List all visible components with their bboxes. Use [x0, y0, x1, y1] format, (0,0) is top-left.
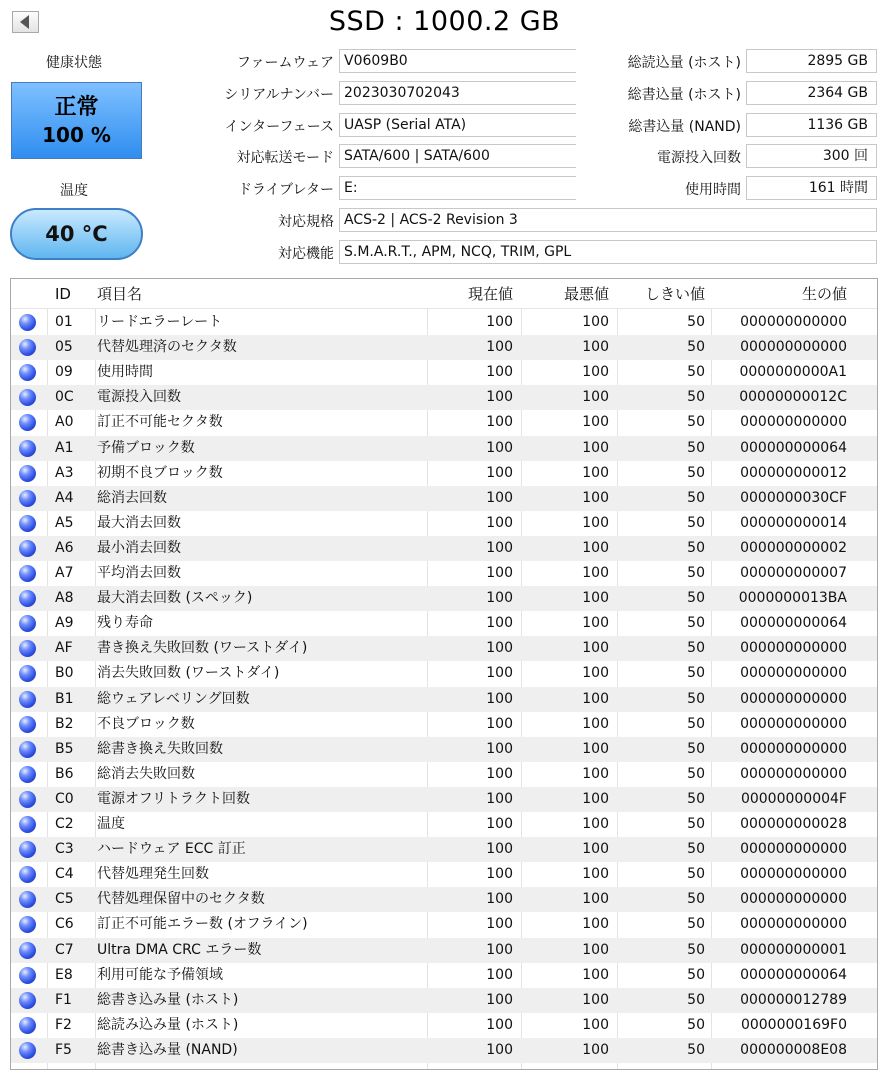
attribute-raw: 0000000030CF [740, 489, 847, 506]
table-row[interactable] [11, 410, 877, 435]
power-on-hours-value: 161 時間 [746, 176, 877, 200]
status-ball-icon [19, 615, 36, 632]
attribute-id: 05 [55, 339, 73, 356]
attribute-raw: 000000000000 [740, 314, 847, 330]
attribute-current: 100 [486, 1041, 513, 1058]
attribute-raw: 000000000007 [740, 565, 847, 581]
status-ball-icon [19, 967, 36, 984]
attribute-name: 代替処理済のセクタ数 [97, 339, 237, 356]
attribute-worst: 100 [582, 464, 609, 481]
attribute-id: 09 [55, 364, 73, 381]
power-on-count-label: 電源投入回数 [657, 150, 741, 166]
attribute-threshold: 50 [687, 966, 705, 983]
attribute-raw: 000000000000 [740, 339, 847, 356]
attribute-threshold: 50 [687, 816, 705, 832]
interface-value: UASP (Serial ATA) [339, 113, 576, 137]
attribute-threshold: 50 [687, 339, 705, 356]
status-ball-icon [19, 389, 36, 406]
power-on-count-value: 300 回 [746, 144, 877, 168]
attribute-name: 最大消去回数 [97, 514, 181, 531]
temperature-badge[interactable]: 40 °C [10, 208, 143, 260]
attribute-name: 総消去失敗回数 [97, 765, 195, 782]
attribute-current: 100 [486, 740, 513, 757]
attribute-id: E8 [55, 966, 73, 983]
attribute-current: 100 [486, 841, 513, 858]
attribute-threshold: 50 [687, 866, 705, 883]
attribute-name: 電源投入回数 [97, 389, 181, 406]
table-row[interactable] [11, 436, 877, 461]
attribute-worst: 100 [582, 389, 609, 406]
attribute-current: 100 [486, 565, 513, 581]
attribute-current: 100 [486, 489, 513, 506]
column-header-raw[interactable]: 生の値 [801, 285, 847, 303]
attribute-raw: 000000000000 [740, 916, 847, 933]
status-ball-icon [19, 992, 36, 1009]
attribute-raw: 000000000014 [740, 514, 847, 531]
table-row[interactable] [11, 385, 877, 410]
attribute-threshold: 50 [687, 514, 705, 531]
attribute-raw: 000000000000 [740, 841, 847, 858]
features-label: 対応機能 [278, 246, 334, 262]
attribute-id: C5 [55, 891, 74, 908]
table-row[interactable] [11, 938, 877, 963]
attribute-worst: 100 [582, 765, 609, 782]
host-reads-value: 2895 GB [746, 49, 877, 73]
attribute-raw: 0000000169F0 [740, 1016, 847, 1033]
attribute-threshold: 50 [687, 891, 705, 908]
attribute-worst: 100 [582, 640, 609, 657]
attribute-current: 100 [486, 464, 513, 481]
attribute-name: 総ウェアレベリング回数 [97, 690, 250, 707]
attribute-name: 訂正不可能エラー数 (オフライン) [97, 916, 308, 933]
column-header-current[interactable]: 現在値 [467, 285, 513, 303]
status-ball-icon [19, 891, 36, 908]
disk-title: SSD : 1000.2 GB [328, 6, 561, 37]
attribute-id: 0C [55, 389, 74, 406]
status-ball-icon [19, 565, 36, 582]
attribute-worst: 100 [582, 314, 609, 330]
attribute-id: C2 [55, 816, 74, 832]
nand-writes-value: 1136 GB [746, 113, 877, 137]
attribute-id: AF [55, 640, 73, 657]
attribute-id: B1 [55, 690, 74, 707]
table-row[interactable] [11, 712, 877, 737]
attribute-worst: 100 [582, 891, 609, 908]
attribute-threshold: 50 [687, 414, 705, 431]
table-row[interactable] [11, 812, 877, 837]
attribute-id: B0 [55, 665, 74, 682]
attribute-id: B6 [55, 765, 74, 782]
attribute-worst: 100 [582, 966, 609, 983]
attribute-id: A8 [55, 590, 74, 607]
attribute-id: C0 [55, 790, 74, 807]
attribute-current: 100 [486, 640, 513, 657]
attribute-id: A1 [55, 439, 74, 456]
table-row[interactable] [11, 912, 877, 937]
attribute-id: F2 [55, 1016, 72, 1033]
attribute-current: 100 [486, 539, 513, 556]
attribute-worst: 100 [582, 565, 609, 581]
attribute-name: 訂正不可能セクタ数 [97, 414, 223, 431]
attribute-worst: 100 [582, 991, 609, 1008]
attribute-current: 100 [486, 439, 513, 456]
status-ball-icon [19, 440, 36, 457]
attribute-threshold: 50 [687, 565, 705, 581]
attribute-raw: 000000000028 [740, 816, 847, 832]
attribute-name: 代替処理保留中のセクタ数 [97, 891, 265, 908]
table-header-row [11, 279, 877, 309]
table-row[interactable] [11, 636, 877, 661]
attribute-current: 100 [486, 790, 513, 807]
host-writes-label: 総書込量 (ホスト) [627, 87, 741, 103]
attribute-worst: 100 [582, 740, 609, 757]
attribute-raw: 0000000000A1 [739, 364, 847, 381]
status-ball-icon [19, 942, 36, 959]
attribute-raw: 000000000002 [740, 539, 847, 556]
attribute-threshold: 50 [687, 1016, 705, 1033]
attribute-worst: 100 [582, 790, 609, 807]
power-on-hours-label: 使用時間 [685, 182, 741, 198]
attribute-current: 100 [486, 715, 513, 732]
attribute-raw: 000000000012 [740, 464, 847, 481]
attribute-raw: 000000000000 [740, 740, 847, 757]
table-row[interactable] [11, 737, 877, 762]
standard-label: 対応規格 [278, 214, 334, 230]
status-ball-icon [19, 465, 36, 482]
table-row[interactable] [11, 837, 877, 862]
attribute-threshold: 50 [687, 364, 705, 381]
host-writes-value: 2364 GB [746, 81, 877, 105]
table-row[interactable] [11, 360, 877, 385]
attribute-worst: 100 [582, 539, 609, 556]
status-ball-icon [19, 841, 36, 858]
attribute-id: C7 [55, 941, 74, 958]
attribute-id: A6 [55, 539, 74, 556]
attribute-raw: 000000000064 [740, 615, 847, 632]
attribute-threshold: 50 [687, 740, 705, 757]
attribute-raw: 000000000064 [740, 966, 847, 983]
attribute-worst: 100 [582, 439, 609, 456]
attribute-name: ハードウェア ECC 訂正 [97, 841, 246, 858]
host-reads-label: 総読込量 (ホスト) [627, 55, 741, 71]
attribute-id: A5 [55, 514, 74, 531]
attribute-id: A0 [55, 414, 74, 431]
attribute-threshold: 50 [687, 539, 705, 556]
attribute-id: B2 [55, 715, 74, 732]
table-row[interactable] [11, 787, 877, 812]
attribute-current: 100 [486, 514, 513, 531]
status-ball-icon [19, 741, 36, 758]
status-ball-icon [19, 414, 36, 431]
attribute-current: 100 [486, 414, 513, 431]
attribute-current: 100 [486, 615, 513, 632]
attribute-raw: 000000000000 [740, 665, 847, 682]
attribute-name: 総消去回数 [97, 489, 167, 506]
standard-value: ACS-2 | ACS-2 Revision 3 [339, 208, 877, 232]
temperature-label: 温度 [60, 183, 88, 199]
attribute-current: 100 [486, 364, 513, 381]
attribute-id: A9 [55, 615, 74, 632]
table-row[interactable] [11, 687, 877, 712]
attribute-raw: 00000000004F [740, 790, 847, 807]
status-ball-icon [19, 314, 36, 331]
table-row[interactable] [11, 536, 877, 561]
attribute-id: C3 [55, 841, 74, 858]
attribute-name: 温度 [97, 816, 125, 832]
attribute-id: 01 [55, 314, 73, 330]
attribute-current: 100 [486, 866, 513, 883]
attribute-raw: 000000000000 [740, 690, 847, 707]
attribute-current: 100 [486, 916, 513, 933]
attribute-threshold: 50 [687, 314, 705, 330]
serial-value: 2023030702043 [339, 81, 576, 105]
attribute-id: A3 [55, 464, 74, 481]
status-ball-icon [19, 816, 36, 833]
drive-letter-label: ドライブレター [237, 182, 334, 198]
attribute-current: 100 [486, 991, 513, 1008]
attribute-current: 100 [486, 339, 513, 356]
status-ball-icon [19, 691, 36, 708]
attribute-worst: 100 [582, 364, 609, 381]
attribute-threshold: 50 [687, 765, 705, 782]
attribute-threshold: 50 [687, 489, 705, 506]
attribute-id: B5 [55, 740, 74, 757]
features-value: S.M.A.R.T., APM, NCQ, TRIM, GPL [339, 240, 877, 264]
attribute-threshold: 50 [687, 590, 705, 607]
attribute-threshold: 50 [687, 640, 705, 657]
status-ball-icon [19, 515, 36, 532]
attribute-worst: 100 [582, 866, 609, 883]
health-status-text: 正常 [54, 94, 99, 120]
attribute-raw: 000000000000 [740, 715, 847, 732]
smart-attributes-table[interactable] [10, 278, 878, 1070]
attribute-threshold: 50 [687, 941, 705, 958]
attribute-name: リードエラーレート [97, 314, 223, 330]
table-row[interactable] [11, 862, 877, 887]
attribute-worst: 100 [582, 715, 609, 732]
interface-label: インターフェース [224, 119, 334, 135]
attribute-raw: 000000012789 [740, 991, 847, 1008]
table-row[interactable] [11, 561, 877, 586]
health-percent: 100 % [42, 122, 111, 147]
table-row[interactable] [11, 988, 877, 1013]
attribute-id: C4 [55, 866, 74, 883]
attribute-worst: 100 [582, 590, 609, 607]
status-ball-icon [19, 640, 36, 657]
attribute-worst: 100 [582, 1041, 609, 1058]
attribute-id: A7 [55, 565, 74, 581]
table-row[interactable] [11, 611, 877, 636]
status-ball-icon [19, 791, 36, 808]
attribute-current: 100 [486, 816, 513, 832]
attribute-threshold: 50 [687, 389, 705, 406]
column-header-name[interactable]: 項目名 [97, 285, 143, 303]
status-ball-icon [19, 1017, 36, 1034]
attribute-id: F5 [55, 1041, 72, 1058]
attribute-worst: 100 [582, 1016, 609, 1033]
transfer-mode-value: SATA/600 | SATA/600 [339, 144, 576, 168]
attribute-worst: 100 [582, 916, 609, 933]
attribute-worst: 100 [582, 941, 609, 958]
attribute-worst: 100 [582, 489, 609, 506]
attribute-name: 総書き込み量 (NAND) [97, 1041, 238, 1058]
table-row[interactable] [11, 1013, 877, 1038]
table-row[interactable] [11, 887, 877, 912]
attribute-worst: 100 [582, 339, 609, 356]
table-row[interactable] [11, 586, 877, 611]
attribute-name: 利用可能な予備領域 [97, 966, 223, 983]
status-ball-icon [19, 339, 36, 356]
attribute-name: 最小消去回数 [97, 539, 181, 556]
attribute-threshold: 50 [687, 841, 705, 858]
attribute-name: 総書き込み量 (ホスト) [97, 991, 239, 1008]
attribute-id: C6 [55, 916, 74, 933]
table-row[interactable] [11, 1038, 877, 1063]
drive-letter-value: E: [339, 176, 576, 200]
column-header-id[interactable]: ID [55, 285, 71, 303]
status-ball-icon [19, 540, 36, 557]
health-status-badge[interactable] [11, 82, 142, 159]
attribute-worst: 100 [582, 615, 609, 632]
attribute-threshold: 50 [687, 790, 705, 807]
table-row[interactable] [11, 486, 877, 511]
attribute-raw: 000000000000 [740, 891, 847, 908]
attribute-name: 総読み込み量 (ホスト) [97, 1016, 239, 1033]
attribute-current: 100 [486, 1016, 513, 1033]
attribute-name: 電源オフリトラクト回数 [97, 790, 251, 807]
attribute-threshold: 50 [687, 690, 705, 707]
table-row[interactable] [11, 661, 877, 686]
attribute-worst: 100 [582, 665, 609, 682]
attribute-raw: 000000008E08 [740, 1041, 847, 1058]
table-row[interactable] [11, 335, 877, 360]
attribute-current: 100 [486, 314, 513, 330]
status-ball-icon [19, 716, 36, 733]
status-ball-icon [19, 590, 36, 607]
attribute-name: 平均消去回数 [97, 565, 181, 581]
firmware-label: ファームウェア [236, 55, 334, 71]
attribute-threshold: 50 [687, 1041, 705, 1058]
attribute-name: 総書き換え失敗回数 [97, 740, 223, 757]
attribute-current: 100 [486, 690, 513, 707]
status-ball-icon [19, 866, 36, 883]
attribute-worst: 100 [582, 690, 609, 707]
attribute-current: 100 [486, 891, 513, 908]
attribute-name: 代替処理発生回数 [97, 866, 209, 883]
attribute-threshold: 50 [687, 615, 705, 632]
attribute-worst: 100 [582, 841, 609, 858]
attribute-name: 残り寿命 [97, 615, 153, 632]
attribute-current: 100 [486, 941, 513, 958]
attribute-threshold: 50 [687, 439, 705, 456]
attribute-id: A4 [55, 489, 74, 506]
health-label: 健康状態 [46, 55, 102, 71]
status-ball-icon [19, 766, 36, 783]
attribute-current: 100 [486, 765, 513, 782]
table-row[interactable] [11, 511, 877, 536]
attribute-worst: 100 [582, 414, 609, 431]
status-ball-icon [19, 665, 36, 682]
status-ball-icon [19, 916, 36, 933]
status-ball-icon [19, 364, 36, 381]
attribute-worst: 100 [582, 514, 609, 531]
attribute-worst: 100 [582, 816, 609, 832]
status-ball-icon [19, 1042, 36, 1059]
attribute-name: 最大消去回数 (スペック) [97, 590, 253, 607]
attribute-id: F1 [55, 991, 72, 1008]
attribute-raw: 000000000000 [740, 866, 847, 883]
attribute-raw: 000000000000 [740, 640, 847, 657]
attribute-name: 書き換え失敗回数 (ワーストダイ) [97, 640, 308, 657]
attribute-name: 予備ブロック数 [97, 439, 195, 456]
attribute-raw: 0000000013BA [738, 590, 847, 607]
attribute-raw: 000000000064 [740, 439, 847, 456]
nand-writes-label: 総書込量 (NAND) [628, 119, 741, 135]
attribute-raw: 000000000000 [740, 414, 847, 431]
firmware-value: V0609B0 [339, 49, 576, 73]
attribute-raw: 00000000012C [739, 389, 847, 406]
attribute-name: 初期不良ブロック数 [97, 464, 223, 481]
attribute-current: 100 [486, 389, 513, 406]
table-row[interactable] [11, 762, 877, 787]
table-row[interactable] [11, 461, 877, 486]
attribute-threshold: 50 [687, 991, 705, 1008]
attribute-current: 100 [486, 966, 513, 983]
attribute-raw: 000000000000 [740, 765, 847, 782]
table-row[interactable] [11, 963, 877, 988]
serial-label: シリアルナンバー [224, 87, 334, 103]
attribute-name: 不良ブロック数 [97, 715, 195, 732]
attribute-current: 100 [486, 590, 513, 607]
table-row[interactable] [11, 310, 877, 335]
attribute-name: Ultra DMA CRC エラー数 [97, 941, 262, 958]
column-header-threshold[interactable]: しきい値 [644, 285, 705, 303]
attribute-current: 100 [486, 665, 513, 682]
attribute-threshold: 50 [687, 916, 705, 933]
attribute-raw: 000000000001 [740, 941, 847, 958]
attribute-name: 消去失敗回数 (ワーストダイ) [97, 665, 280, 682]
status-ball-icon [19, 490, 36, 507]
attribute-threshold: 50 [687, 464, 705, 481]
attribute-threshold: 50 [687, 715, 705, 732]
attribute-name: 使用時間 [97, 364, 153, 381]
attribute-threshold: 50 [687, 665, 705, 682]
column-header-worst[interactable]: 最悪値 [563, 285, 609, 303]
transfer-mode-label: 対応転送モード [236, 150, 334, 166]
